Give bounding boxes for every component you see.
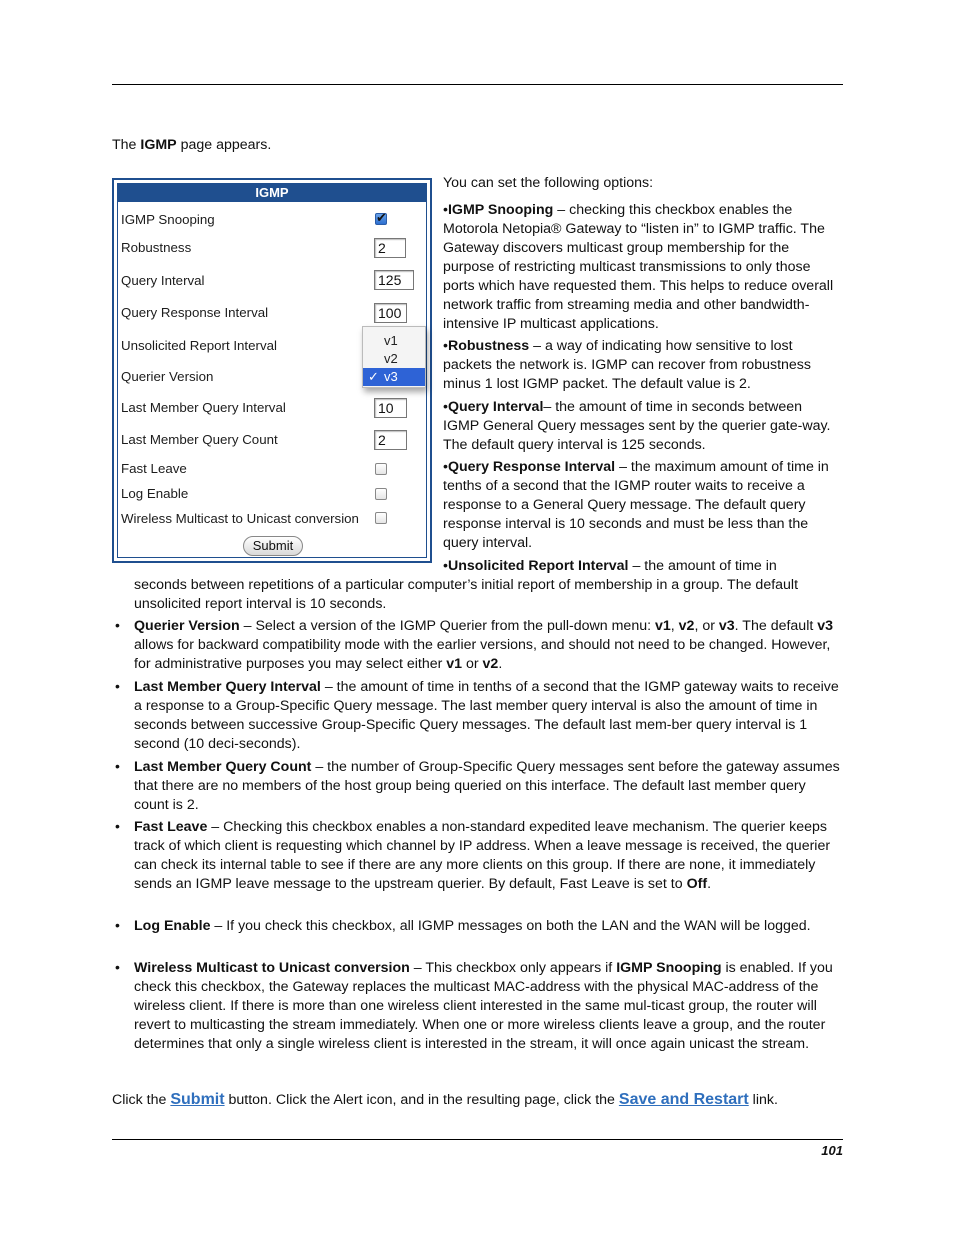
header-rule bbox=[112, 84, 843, 85]
footer-instruction: Click the Submit button. Click the Alert icon, and in the resulting page, click the Save and Restart link. bbox=[112, 1091, 778, 1108]
last-member-query-count-input[interactable]: 2 bbox=[374, 430, 407, 450]
query-response-interval-input[interactable]: 100 bbox=[374, 303, 407, 323]
page-number: 101 bbox=[821, 1143, 843, 1158]
querier-version-dropdown[interactable] bbox=[362, 326, 426, 388]
bullet-dot: • bbox=[115, 917, 120, 933]
bullet-last-member-query-interval: Last Member Query Interval – the amount of time in tenths of a second that the IGMP gateway waits to receive a response to a Group-Specific Query message. The last member query interval is also the amount of time in seconds between successive Group-Specific Query messages. The default last mem-ber query interval is 1 second (10 deci-seconds). bbox=[134, 679, 839, 752]
bullet-query-interval: •Query Interval– the amount of time in seconds between IGMP General Query messages sent by the querier gate-way. The default query interval is 125 seconds. bbox=[443, 399, 831, 453]
bullet-dot: • bbox=[115, 818, 120, 834]
label-last-member-query-count: Last Member Query Count bbox=[121, 432, 278, 447]
robustness-input[interactable]: 2 bbox=[374, 238, 406, 258]
label-log-enable: Log Enable bbox=[121, 486, 189, 501]
checkmark-icon: ✓ bbox=[368, 369, 379, 384]
bullet-dot: • bbox=[115, 758, 120, 774]
label-querier-version: Querier Version bbox=[121, 369, 214, 384]
bullet-dot: • bbox=[115, 617, 120, 633]
igmp-snooping-checkbox[interactable] bbox=[375, 213, 387, 225]
label-unsolicited-report-interval: Unsolicited Report Interval bbox=[121, 338, 277, 353]
intro-paragraph: The IGMP page appears. bbox=[112, 137, 272, 153]
wireless-multicast-checkbox[interactable] bbox=[375, 512, 387, 524]
bullet-unsolicited-rest: seconds between repetitions of a particular computer’s initial report of membership in a group. The default unsolicited report interval is 10 seconds. bbox=[134, 577, 799, 612]
last-member-query-interval-input[interactable]: 10 bbox=[374, 398, 407, 418]
bullet-query-response-interval: •Query Response Interval – the maximum amount of time in tenths of a second that the IGMP router waits to receive a response to a General Query message. The default query response interval is 10 seconds and must be less than the query interval. bbox=[443, 459, 829, 551]
query-interval-input[interactable]: 125 bbox=[374, 270, 414, 290]
bullet-fast-leave: Fast Leave – Checking this checkbox enables a non-standard expedited leave mechanism. The querier keeps track of which client is requesting which channel by IP address. When a leave message is received, the querier can check its internal table to see if there are any more clients on this group. If there are none, it immediately sends an IGMP leave message to the upstream querier. By default, Fast Leave is set to Off. bbox=[134, 819, 831, 892]
submit-link[interactable]: Submit bbox=[170, 1091, 225, 1108]
bullet-wireless-multicast: Wireless Multicast to Unicast conversion – This checkbox only appears if IGMP Snooping is enabled. If you check this checkbox, the Gateway replaces the multicast MAC-address with the physical MAC-address of the wireless client. If there is more than one wireless client interested in the same mul-ticast group, the router will revert to multicasting the stream immediately. When one or more wireless clients leave a group, and the router determines that only a single wireless client is interested in the stream, it will once again unicast the stream. bbox=[134, 960, 833, 1052]
bullet-robustness: •Robustness – a way of indicating how sensitive to lost packets the network is. IGMP can recover from robustness minus 1 lost IGMP packet. The default value is 2. bbox=[443, 338, 811, 392]
log-enable-checkbox[interactable] bbox=[375, 488, 387, 500]
label-query-interval: Query Interval bbox=[121, 273, 205, 288]
footer-rule bbox=[112, 1139, 843, 1140]
dropdown-option-v2[interactable]: v2 bbox=[384, 351, 398, 366]
bullet-igmp-snooping: •IGMP Snooping – checking this checkbox enables the Motorola Netopia® Gateway to “listen in” to IGMP traffic. The Gateway discovers multicast group membership for the purpose of restricting multicast transmissions to only those ports which have requested them. This helps to reduce overall network traffic from streaming media and other bandwidth-intensive IP multicast applications. bbox=[443, 202, 834, 332]
bullet-querier-version: Querier Version – Select a version of the IGMP Querier from the pull-down menu: v1, v2, or v3. The default v3 allows for backward compatibility mode with the earlier versions, and should not need to be changed. However, for administrative purposes you may select either v1 or v2. bbox=[134, 618, 834, 672]
bullet-dot: • bbox=[115, 959, 120, 975]
label-igmp-snooping: IGMP Snooping bbox=[121, 212, 215, 227]
bullet-unsolicited-first-line: •Unsolicited Report Interval – the amount of time in bbox=[443, 558, 777, 574]
label-query-response-interval: Query Response Interval bbox=[121, 305, 269, 320]
fast-leave-checkbox[interactable] bbox=[375, 463, 387, 475]
label-wireless-multicast: Wireless Multicast to Unicast conversion bbox=[121, 511, 359, 526]
igmp-panel bbox=[112, 178, 432, 563]
dropdown-option-v1[interactable]: v1 bbox=[384, 333, 398, 348]
save-and-restart-link[interactable]: Save and Restart bbox=[618, 1091, 749, 1108]
label-last-member-query-interval: Last Member Query Interval bbox=[121, 400, 286, 415]
options-intro: You can set the following options: bbox=[443, 175, 654, 191]
bullet-last-member-query-count: Last Member Query Count – the number of Group-Specific Query messages sent before the gateway assumes that there are no members of the host group being queried on this interface. The default last member query count is 2. bbox=[134, 759, 840, 813]
igmp-panel-inner bbox=[117, 183, 427, 558]
label-fast-leave: Fast Leave bbox=[121, 461, 187, 476]
bullet-dot: • bbox=[115, 678, 120, 694]
label-robustness: Robustness bbox=[121, 240, 192, 255]
dropdown-option-v3[interactable]: ✓ v3 bbox=[363, 368, 425, 386]
panel-title: IGMP bbox=[118, 184, 426, 202]
bullet-log-enable: Log Enable – If you check this checkbox, all IGMP messages on both the LAN and the WAN will be logged. bbox=[134, 918, 811, 934]
panel-submit-button[interactable]: Submit bbox=[243, 536, 303, 556]
